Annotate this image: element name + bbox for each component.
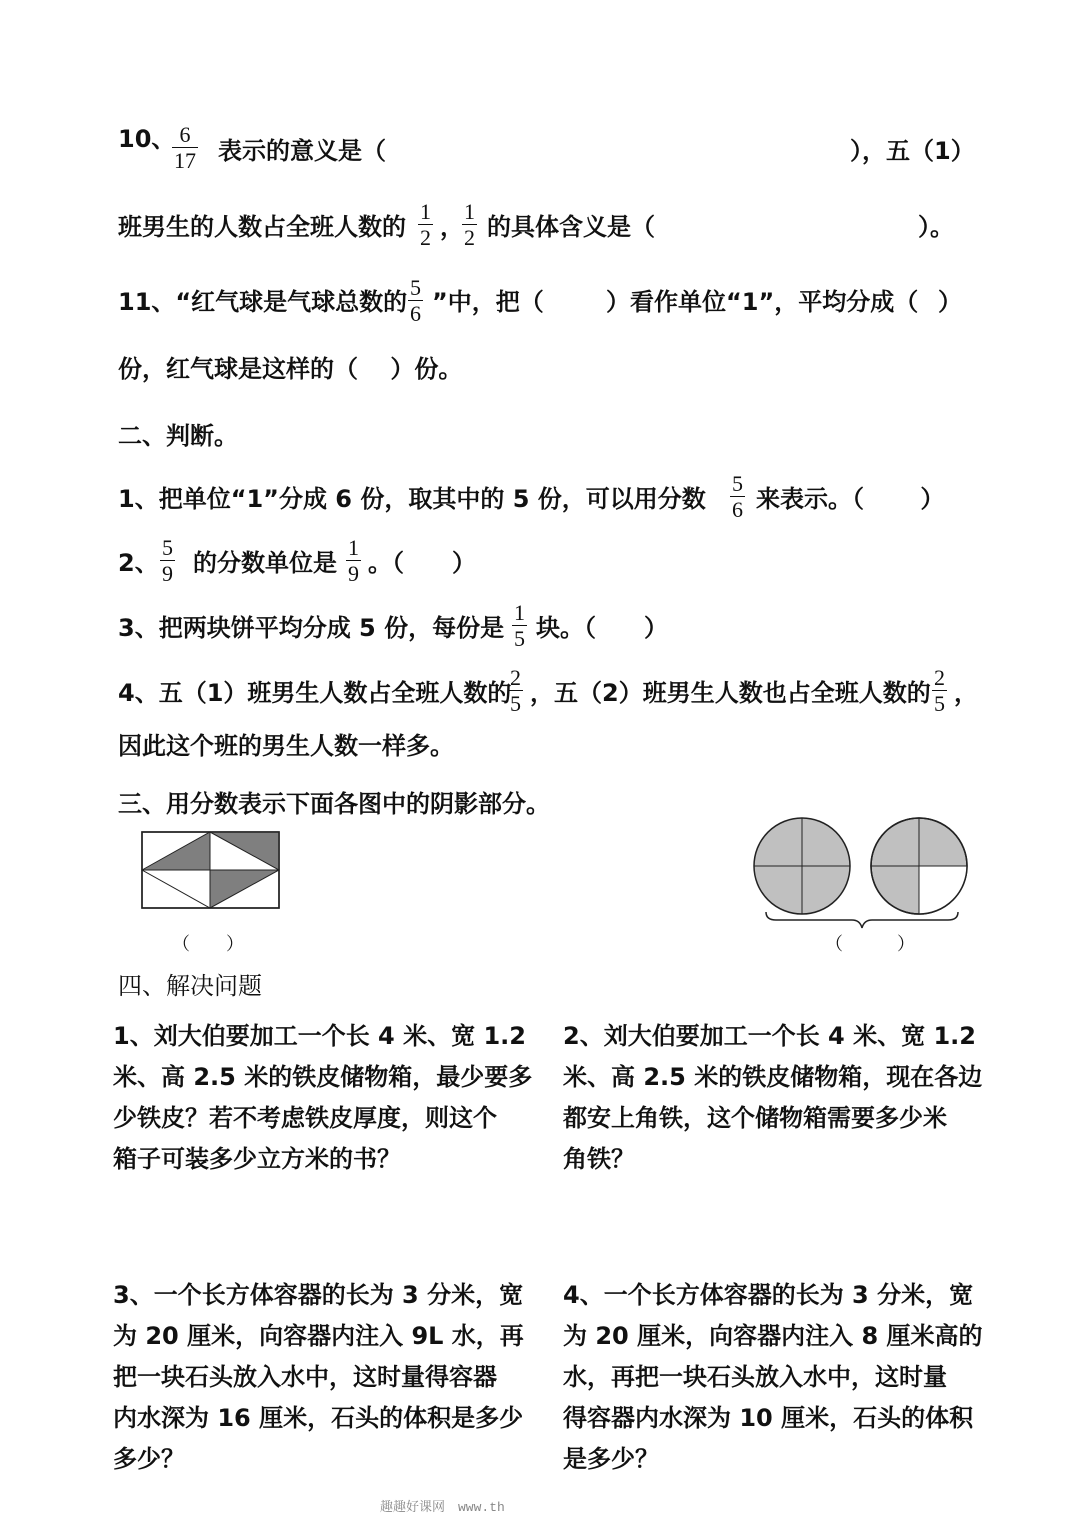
q10-frac-1-2-a: $\frac{1}{2}$: [420, 199, 431, 251]
judge3-frac: $\frac{1}{5}$: [514, 600, 525, 652]
rectangle-answer-paren: （ ）: [172, 934, 244, 954]
judge1-tail: 来表示。（ ）: [756, 485, 945, 513]
q10-frac-1-2-b: $\frac{1}{2}$: [464, 199, 475, 251]
judge2-text: 的分数单位是: [193, 549, 337, 577]
q10-frac-6-17: $\frac{6}{17}$: [174, 122, 196, 174]
judge4-text: 4、五（1）班男生人数占全班人数的: [118, 679, 512, 707]
q11-text2: ）看作单位“1”，平均分成（: [606, 288, 919, 316]
problem-1: 1、刘大伯要加工一个长 4 米、宽 1.2 米、高 2.5 米的铁皮储物箱，最少要多 少铁皮？若不考虑铁皮厚度，则这个 箱子可装多少立方米的书？: [113, 1022, 533, 1173]
judge2-frac-1-9: $\frac{1}{9}$: [348, 535, 359, 587]
rectangle-figure: [140, 830, 282, 910]
footer-watermark: 趣趣好课网 www.th: [380, 1500, 505, 1515]
section4-title: 四、解决问题: [118, 972, 262, 1000]
judge4-frac-a: $\frac{2}{5}$: [510, 665, 521, 717]
q10-comma: ，: [440, 213, 464, 241]
q10-text1: 表示的意义是（: [218, 137, 386, 165]
judge4-mid: ，五（2）班男生人数也占全班人数的: [530, 679, 931, 707]
q11-line2: 份，红气球是这样的（ ）份。: [118, 355, 463, 383]
section2-title: 二、判断。: [118, 422, 238, 450]
judge4-comma: ，: [954, 679, 978, 707]
judge2-tail: 。（ ）: [368, 549, 476, 577]
judge3-text: 3、把两块饼平均分成 5 份，每份是: [118, 614, 505, 642]
judge1-text: 1、把单位“1”分成 6 份，取其中的 5 份，可以用分数: [118, 485, 706, 513]
q11-prefix: 11、“红气球是气球总数的: [118, 288, 408, 316]
q11-text1: ”中，把（: [432, 288, 544, 316]
q10-line2c: ）。: [918, 213, 954, 241]
q10-text2: ），五（1）: [850, 137, 975, 165]
judge4-line2: 因此这个班的男生人数一样多。: [118, 732, 454, 760]
judge1-frac: $\frac{5}{6}$: [732, 471, 743, 523]
problem-4: 4、一个长方体容器的长为 3 分米，宽 为 20 厘米，向容器内注入 8 厘米高的 水，再把一块石头放入水中，这时量 得容器内水深为 10 厘米，石头的体积 是多少？: [563, 1281, 983, 1473]
curly-brace: [766, 912, 958, 928]
judge2-prefix: 2、: [118, 549, 159, 577]
q10-line2a: 班男生的人数占全班人数的: [118, 213, 406, 241]
problem-2: 2、刘大伯要加工一个长 4 米、宽 1.2 米、高 2.5 米的铁皮储物箱，现在各边 都安上角铁，这个储物箱需要多少米 角铁？: [563, 1022, 983, 1173]
q11-text3: ）: [938, 288, 962, 316]
judge4-frac-b: $\frac{2}{5}$: [934, 665, 945, 717]
q10-prefix: 10、: [118, 125, 176, 153]
circles-answer-paren: （ ）: [825, 934, 915, 954]
section3-title: 三、用分数表示下面各图中的阴影部分。: [118, 790, 550, 818]
q10-line2b: 的具体含义是（: [487, 213, 655, 241]
problem-3: 3、一个长方体容器的长为 3 分米，宽 为 20 厘米，向容器内注入 9L 水，再 把一块石头放入水中，这时量得容器 内水深为 16 厘米，石头的体积是多少 多少？: [113, 1281, 524, 1473]
q11-frac-5-6: $\frac{5}{6}$: [410, 275, 421, 327]
judge2-frac-5-9: $\frac{5}{9}$: [162, 535, 173, 587]
judge3-tail: 块。（ ）: [536, 614, 668, 642]
